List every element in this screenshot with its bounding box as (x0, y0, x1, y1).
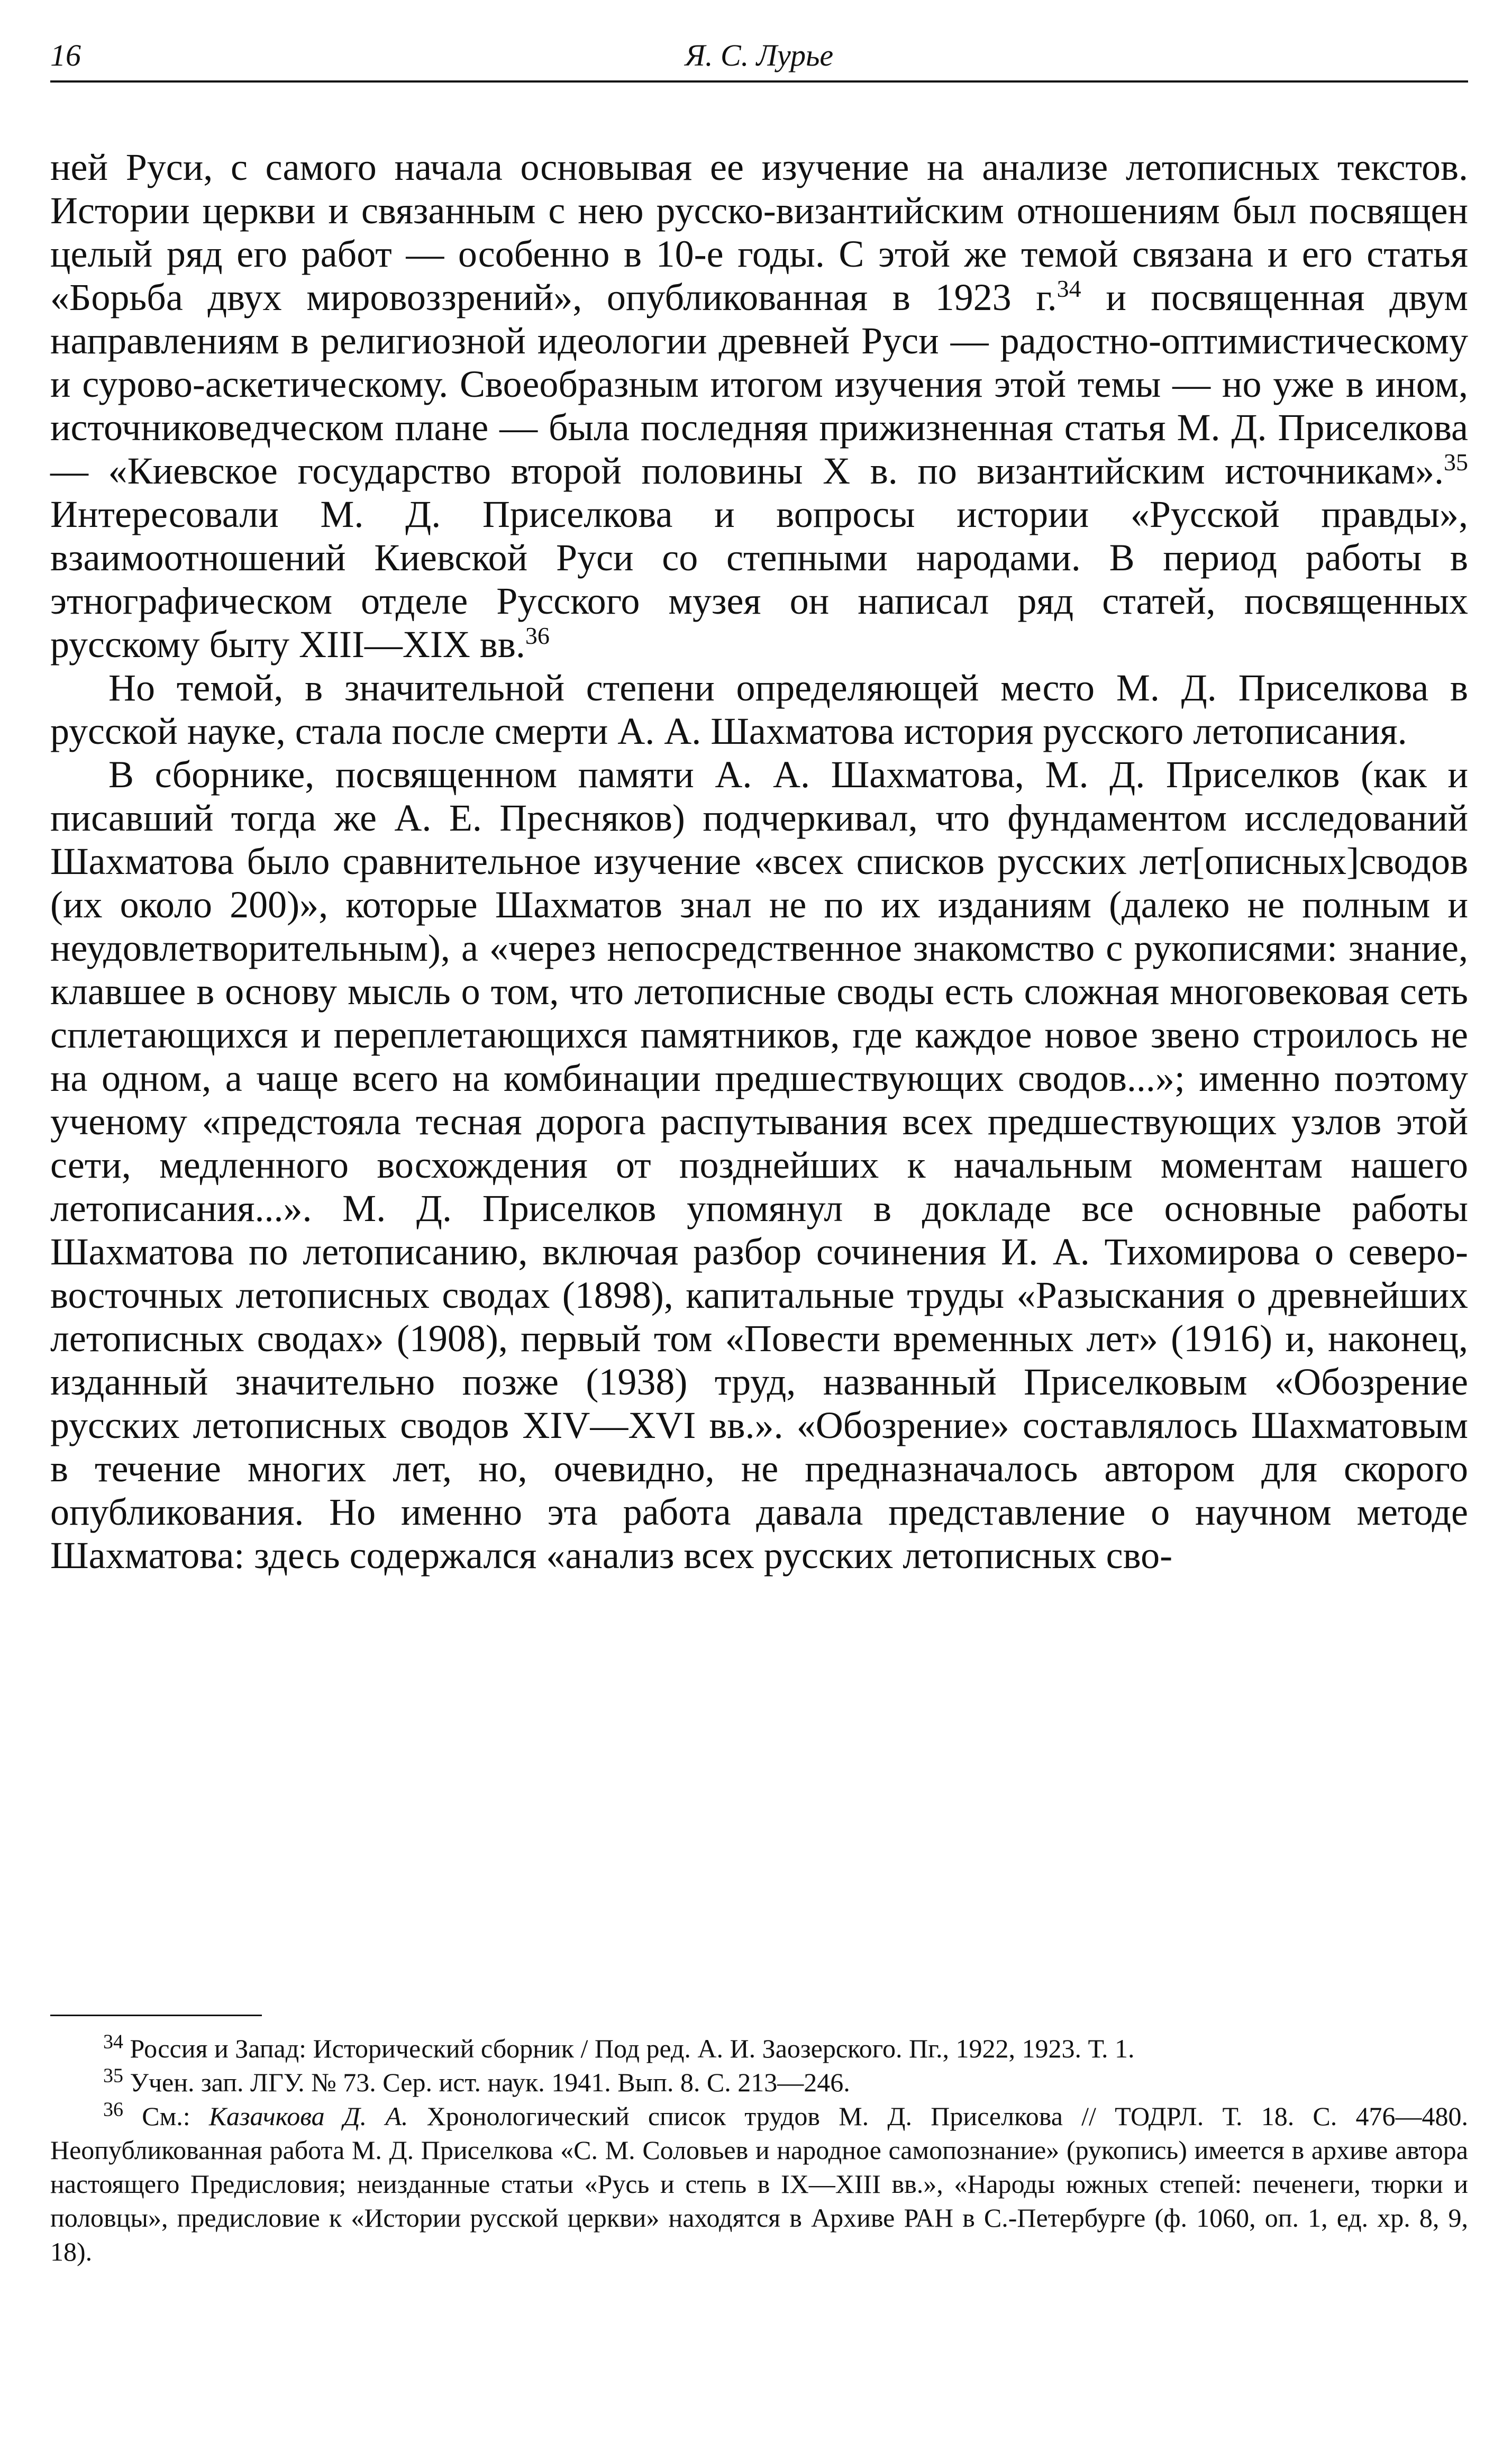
running-head: Я. С. Лурье (685, 38, 834, 72)
page-header (50, 32, 1468, 79)
footnote-ref-34: 34 (1056, 275, 1081, 302)
footnote-ref-36: 36 (525, 622, 550, 649)
footnote-text: Россия и Запад: Исторический сборник / Под ред. А. И. Заозерского. Пг., 1922, 1923. Т. 1. (130, 2034, 1135, 2063)
footnote-text: Учен. зап. ЛГУ. № 73. Сер. ист. наук. 1941. Вып. 8. С. 213—246. (130, 2067, 850, 2097)
footnote-35 (50, 2065, 1468, 2099)
footnote-number: 35 (103, 2064, 123, 2087)
paragraph-1-part-b: и посвященная двум направлениям в религиозной идеологии древней Руси — радостно-оптимистическому и сурово-аскетическому. Своеобразным итогом изучения этой темы — но уже в ином, источниковедческом плане — была последняя прижизненная статья М. Д. Приселкова — «Киевское государство второй половины X в. по византийским источникам». (50, 276, 1468, 492)
footnote-rule (50, 2015, 262, 2016)
footnote-lead: См.: (142, 2101, 209, 2131)
footnote-ref-35: 35 (1444, 449, 1468, 476)
paragraph-1-part-a: ней Руси, с самого начала основывая ее изучение на анализе летописных текстов. Истории церкви и связанным с нею русско-византийским отношениям был посвящен целый ряд его работ — особенно в 10-е годы. С этой же темой связана и его статья «Борьба двух мировоззрений», опубликованная в 1923 г. (50, 146, 1468, 318)
paragraph-3: В сборнике, посвященном памяти А. А. Шахматова, М. Д. Приселков (как и писавший тогда же А. Е. Пресняков) подчеркивал, что фундаментом исследований Шахматова было сравнительное изучение «всех списков русских лет[описных]сводов (их около 200)», которые Шахматов знал не по их изданиям (далеко не полным и неудовлетворительным), а «через непосредственное знакомство с рукописями: знание, клавшее в основу мысль о том, что летописные своды есть сложная многовековая сеть сплетающихся и переплетающихся памятников, где каждое новое звено строилось не на одном, а чаще всего на комбинации предшествующих сводов...»; именно поэтому ученому «предстояла тесная дорога распутывания всех предшествующих узлов этой сети, медленного восхождения от позднейших к начальным моментам нашего летописания...». М. Д. Приселков упомянул в докладе все основные работы Шахматова по летописанию, включая разбор сочинения И. А. Тихомирова о северо-восточных летописных сводах (1898), капитальные труды «Разыскания о древнейших летописных сводах» (1908), первый том «Повести временных лет» (1916) и, наконец, изданный значительно позже (1938) труд, названный Приселковым «Обозрение русских летописных сводов XIV—XVI вв.». «Обозрение» составлялось Шахматовым в течение многих лет, но, очевидно, не предназначалось автором для скорого опубликования. Но именно эта работа давала представление о научном методе Шахматова: здесь содержался «анализ всех русских летописных сво- (50, 753, 1468, 1577)
header-rule (50, 80, 1468, 83)
footnote-number: 36 (103, 2098, 123, 2121)
paragraph-1 (50, 145, 1468, 666)
footnote-34 (50, 2032, 1468, 2065)
footnote-36 (50, 2099, 1468, 2269)
paragraph-2: Но темой, в значительной степени определяющей место М. Д. Приселкова в русской науке, стала после смерти А. А. Шахматова история русского летописания. (50, 667, 1468, 752)
footnote-number: 34 (103, 2030, 123, 2053)
footnote-text: Хронологический список трудов М. Д. Приселкова // ТОДРЛ. Т. 18. С. 476—480. Неопубликованная работа М. Д. Приселкова «С. М. Соловьев и народное самопознание» (рукопись) имеется в архиве автора настоящего Предисловия; неизданные статьи «Русь и степь в IX—XIII вв.», «Народы южных степей: печенеги, тюрки и половцы», предисловие к «Истории русской церкви» находятся в Архиве РАН в С.-Петербурге (ф. 1060, оп. 1, ед. хр. 8, 9, 18). (50, 2101, 1468, 2266)
footnote-author: Казачкова Д. А. (208, 2101, 408, 2131)
main-text (50, 145, 1468, 1577)
page-number: 16 (50, 38, 81, 72)
paragraph-1-part-c: Интересовали М. Д. Приселкова и вопросы истории «Русской правды», взаимоотношений Киевской Руси со степными народами. В период работы в этнографическом отделе Русского музея он написал ряд статей, посвященных русскому быту XIII—XIX вв. (50, 493, 1468, 666)
footnotes (50, 2032, 1468, 2269)
